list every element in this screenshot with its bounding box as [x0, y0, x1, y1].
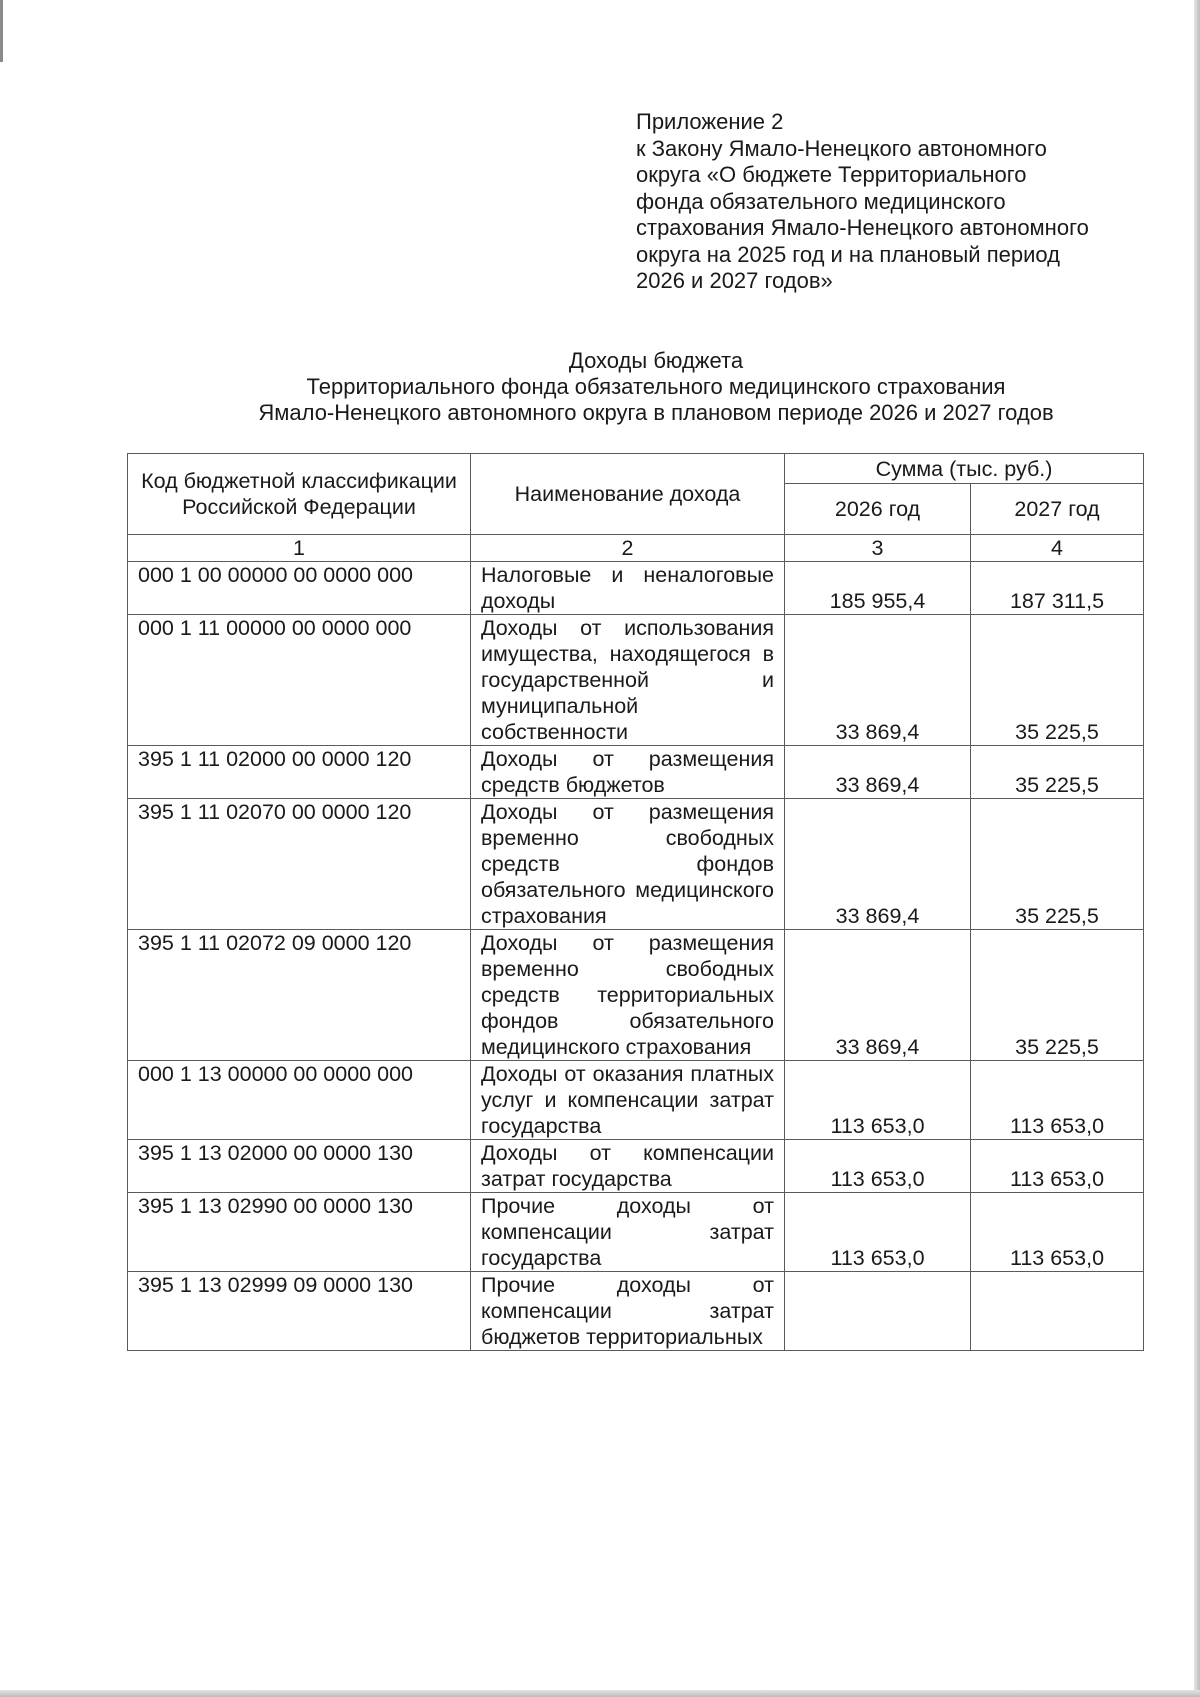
row-code: 000 1 11 00000 00 0000 000	[128, 615, 471, 746]
row-amount-2026: 185 955,4	[785, 562, 971, 615]
header-2027: 2027 год	[971, 484, 1144, 535]
row-code: 395 1 13 02999 09 0000 130	[128, 1272, 471, 1351]
row-amount-2026: 113 653,0	[785, 1140, 971, 1193]
row-amount-2026: 33 869,4	[785, 615, 971, 746]
scan-edge-left	[0, 0, 3, 62]
row-name: Доходы от оказания платных услуг и компенсации затрат государства	[471, 1061, 785, 1140]
row-code: 395 1 13 02000 00 0000 130	[128, 1140, 471, 1193]
header-name: Наименование дохода	[471, 454, 785, 535]
row-amount-2026: 33 869,4	[785, 930, 971, 1061]
row-name: Доходы от размещения средств бюджетов	[471, 746, 785, 799]
row-amount-2026	[785, 1272, 971, 1351]
row-amount-2027: 113 653,0	[971, 1140, 1144, 1193]
table-row	[128, 1061, 1144, 1140]
column-number-1: 1	[128, 535, 471, 562]
row-code: 000 1 13 00000 00 0000 000	[128, 1061, 471, 1140]
table-row	[128, 1140, 1144, 1193]
row-amount-2026: 33 869,4	[785, 746, 971, 799]
row-code: 395 1 11 02070 00 0000 120	[128, 799, 471, 930]
row-amount-2027: 113 653,0	[971, 1193, 1144, 1272]
row-amount-2027: 35 225,5	[971, 615, 1144, 746]
title-line-1: Доходы бюджета	[568, 348, 744, 373]
table-row	[128, 615, 1144, 746]
row-amount-2027	[971, 1272, 1144, 1351]
table-row	[128, 799, 1144, 930]
row-amount-2026: 113 653,0	[785, 1061, 971, 1140]
revenue-table	[127, 453, 1144, 1351]
scan-edge-right	[1194, 0, 1200, 1697]
row-name: Доходы от использования имущества, находящегося в государственной и муниципальной собственности	[471, 615, 785, 746]
header-sum: Сумма (тыс. руб.)	[785, 454, 1144, 484]
title-line-3: Ямало-Ненецкого автономного округа в плановом периоде 2026 и 2027 годов	[258, 400, 1054, 425]
row-amount-2027: 187 311,5	[971, 562, 1144, 615]
row-amount-2026: 113 653,0	[785, 1193, 971, 1272]
row-amount-2027: 113 653,0	[971, 1061, 1144, 1140]
row-amount-2027: 35 225,5	[971, 930, 1144, 1061]
table-row	[128, 562, 1144, 615]
appendix-note: Приложение 2 к Закону Ямало-Ненецкого автономного округа «О бюджете Территориального фонда обязательного медицинского страхования Ямало-Ненецкого автономного округа на 2025 год и на плановый период 2026 и 2027 годов»	[636, 109, 1089, 293]
column-number-3: 3	[785, 535, 971, 562]
column-number-2: 2	[471, 535, 785, 562]
header-2026: 2026 год	[785, 484, 971, 535]
column-number-4: 4	[971, 535, 1144, 562]
row-code: 395 1 11 02000 00 0000 120	[128, 746, 471, 799]
row-code: 000 1 00 00000 00 0000 000	[128, 562, 471, 615]
document-title	[120, 348, 1192, 426]
table-row	[128, 1193, 1144, 1272]
row-code: 395 1 11 02072 09 0000 120	[128, 930, 471, 1061]
title-line-2: Территориального фонда обязательного медицинского страхования	[306, 374, 1006, 399]
row-name: Прочие доходы от компенсации затрат бюджетов территориальных	[471, 1272, 785, 1351]
row-name: Доходы от размещения временно свободных средств территориальных фондов обязательного медицинского страхования	[471, 930, 785, 1061]
table-row	[128, 746, 1144, 799]
table-row	[128, 930, 1144, 1061]
row-name: Доходы от размещения временно свободных средств фондов обязательного медицинского страхования	[471, 799, 785, 930]
row-amount-2027: 35 225,5	[971, 746, 1144, 799]
scan-edge-bottom	[0, 1690, 1200, 1697]
table-row	[128, 1272, 1144, 1351]
row-name: Доходы от компенсации затрат государства	[471, 1140, 785, 1193]
row-name: Прочие доходы от компенсации затрат государства	[471, 1193, 785, 1272]
row-amount-2027: 35 225,5	[971, 799, 1144, 930]
header-code: Код бюджетной классификации Российской Федерации	[128, 454, 471, 535]
row-code: 395 1 13 02990 00 0000 130	[128, 1193, 471, 1272]
row-name: Налоговые и неналоговые доходы	[471, 562, 785, 615]
row-amount-2026: 33 869,4	[785, 799, 971, 930]
